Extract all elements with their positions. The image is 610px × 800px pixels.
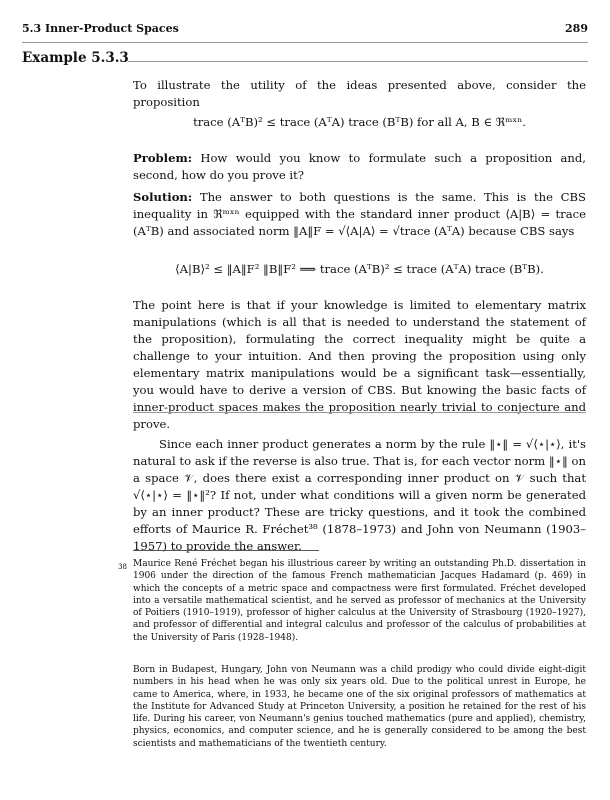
problem-label: Problem:	[133, 151, 192, 165]
example-end-rule	[133, 412, 586, 413]
example-title: Example 5.3.3	[22, 50, 129, 66]
display-equation-1: trace (AᵀB)² ≤ trace (AᵀA) trace (BᵀB) for all A, B ∈ ℜᵐˣⁿ.	[193, 115, 526, 129]
page-number: 289	[565, 22, 588, 35]
solution-label: Solution:	[133, 190, 193, 204]
section-title: 5.3 Inner-Product Spaces	[22, 22, 179, 35]
footnote-frechet: Maurice René Fréchet began his illustrious career by writing an outstanding Ph.D. dissertation in 1906 under the direction of the famous French mathematician Jacques Hadamard (p. 469) in which the concepts of a metric space and compactness were first formulated. Fréchet developed into a versatile mathematical scientist, and he served as professor of mechanics at the University of Poitiers (1910–1919), professor of higher calculus at the University of Strasbourg (1920–1927), and professor of differential and integral calculus and professor of the calculus of probabilities at the University of Paris (1928–1948).	[133, 559, 586, 643]
example-intro: To illustrate the utility of the ideas presented above, consider the proposition	[133, 78, 586, 109]
running-header	[22, 22, 588, 43]
display-equation-2: ⟨A|B⟩² ≤ ‖A‖F² ‖B‖F² ⟹ trace (AᵀB)² ≤ trace (AᵀA) trace (BᵀB).	[175, 262, 544, 276]
footnote-rule	[133, 550, 319, 551]
main-paragraph: Since each inner product generates a norm by the rule ‖⋆‖ = √⟨⋆|⋆⟩, it's natural to ask if the reverse is also true. That is, for each vector norm ‖⋆‖ on a space 𝒱, does there exist a corresponding inner product on 𝒱 such that √⟨⋆|⋆⟩ = ‖⋆‖²? If not, under what conditions will a given norm be generated by an inner product? These are tricky questions, and it took the combined efforts of Maurice R. Fréchet³⁸ (1878–1973) and John von Neumann (1903–1957) to provide the answer.	[133, 437, 586, 553]
problem-text: How would you know to formulate such a proposition and, second, how do you prove it?	[133, 151, 586, 182]
example-rule	[128, 61, 588, 62]
solution-text: The answer to both questions is the same. This is the CBS inequality in ℜᵐˣⁿ equipped with the standard inner product ⟨A|B⟩ = trace (AᵀB) and associated norm ‖A‖F = √⟨A|A⟩ = √trace (AᵀA) because CBS says	[133, 190, 586, 238]
example-conclusion: The point here is that if your knowledge is limited to elementary matrix manipulations (which is all that is needed to understand the statement of the proposition), formulating the correct inequality might be quite a challenge to your intuition. And then proving the proposition using only elementary matrix manipulations would be a significant task—essentially, you would have to derive a version of CBS. But knowing the basic facts of inner-product spaces makes the proposition nearly trivial to conjecture and prove.	[133, 298, 586, 431]
solution-paragraph	[133, 189, 586, 240]
problem-paragraph	[133, 150, 586, 184]
footnote-mark: 38	[118, 563, 127, 571]
footnote-von-neumann: Born in Budapest, Hungary, John von Neumann was a child prodigy who could divide eight-digit numbers in his head when he was only six years old. Due to the political unrest in Europe, he came to America, where, in 1933, he became one of the six original professors of mathematics at the Institute for Advanced Study at Princeton University, a position he retained for the rest of his life. During his career, von Neumann's genius touched mathematics (pure and applied), chemistry, physics, economics, and computer science, and he is generally considered to be among the best scientists and mathematicians of the twentieth century.	[133, 665, 586, 749]
